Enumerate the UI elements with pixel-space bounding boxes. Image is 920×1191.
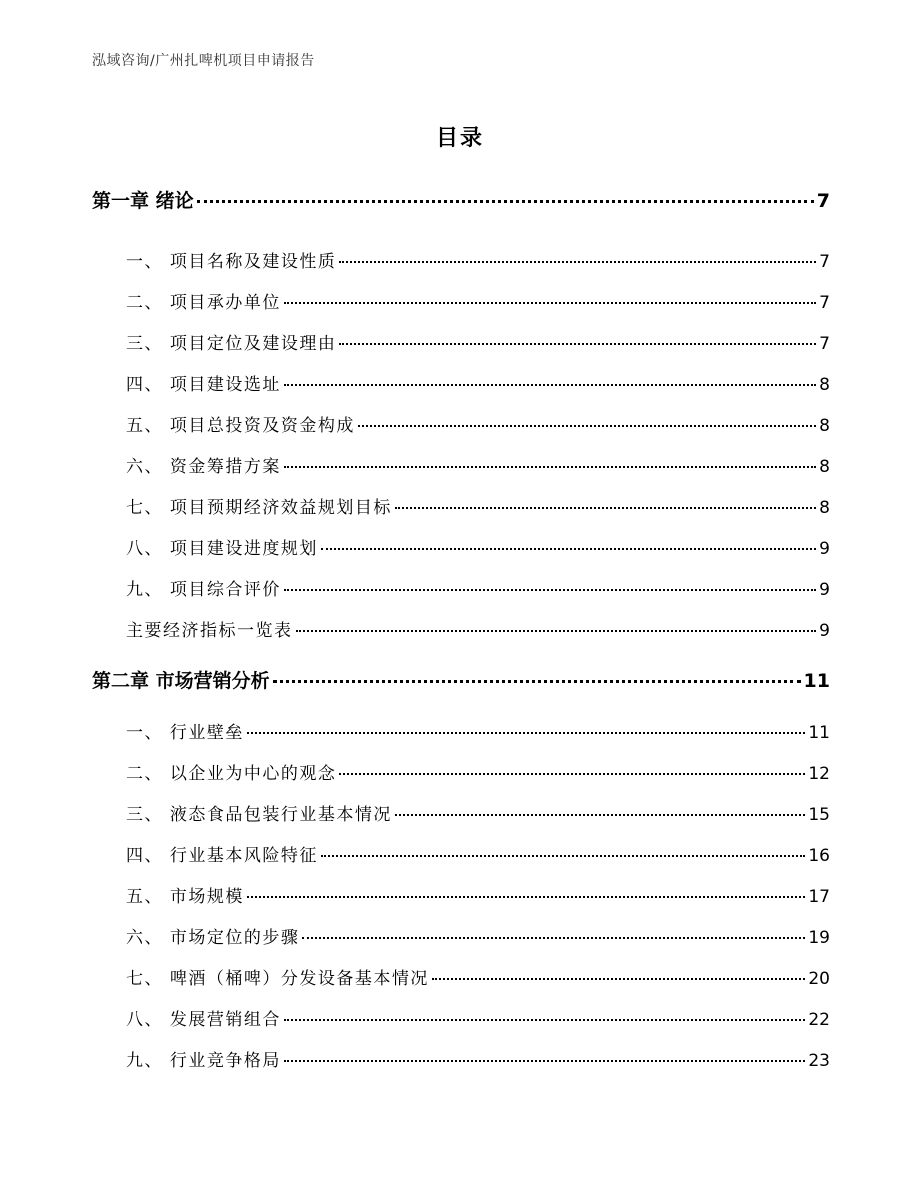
dot-leader (339, 261, 816, 263)
dot-leader (273, 680, 801, 683)
dot-leader (247, 732, 805, 734)
toc-section[interactable] (126, 964, 830, 989)
toc-page-number: 9 (819, 539, 830, 559)
toc-section[interactable] (126, 493, 830, 518)
toc-section[interactable] (126, 759, 830, 784)
toc-entry-label: 六、 市场定位的步骤 (126, 928, 300, 948)
toc-entry-label: 六、 资金筹措方案 (126, 457, 281, 477)
toc-entry-label: 一、 项目名称及建设性质 (126, 252, 337, 272)
toc-entry-label: 三、 液态食品包装行业基本情况 (126, 805, 392, 825)
page-title: 目录 (435, 126, 484, 151)
toc-entry-label: 九、 项目综合评价 (126, 580, 281, 600)
toc-chapter-2[interactable] (92, 666, 830, 693)
toc-section[interactable] (126, 452, 830, 477)
toc-entry-label: 二、 项目承办单位 (126, 293, 281, 313)
toc-entry-label: 一、 行业壁垒 (126, 723, 244, 743)
dot-leader (284, 589, 816, 591)
toc-page-number: 8 (819, 498, 830, 518)
toc-entry-label: 五、 市场规模 (126, 887, 244, 907)
toc-section[interactable] (126, 534, 830, 559)
running-header: 泓域咨询/广州扎啤机项目申请报告 (92, 53, 315, 69)
toc-page-number: 11 (803, 670, 830, 692)
toc-entry-label: 七、 项目预期经济效益规划目标 (126, 498, 392, 518)
toc-section[interactable] (126, 288, 830, 313)
toc-page-number: 12 (808, 764, 830, 784)
toc-page-number: 17 (808, 887, 830, 907)
toc-section[interactable] (126, 370, 830, 395)
toc-entry-label: 五、 项目总投资及资金构成 (126, 416, 355, 436)
toc-page-number: 19 (808, 928, 830, 948)
toc-entry-label: 三、 项目定位及建设理由 (126, 334, 337, 354)
toc-entry-label: 主要经济指标一览表 (126, 621, 293, 641)
dot-leader (395, 507, 816, 509)
toc-page-number: 23 (808, 1051, 830, 1071)
toc-section[interactable] (126, 841, 830, 866)
dot-leader (432, 978, 805, 980)
toc-page-number: 7 (819, 293, 830, 313)
dot-leader (284, 1019, 805, 1021)
toc-entry-label: 八、 发展营销组合 (126, 1010, 281, 1030)
toc-section[interactable] (126, 800, 830, 825)
dot-leader (395, 814, 805, 816)
dot-leader (247, 896, 805, 898)
toc-entry-label: 四、 行业基本风险特征 (126, 846, 318, 866)
toc-page-number: 9 (819, 580, 830, 600)
toc-section[interactable] (126, 247, 830, 272)
toc-section[interactable] (126, 882, 830, 907)
dot-leader (296, 630, 817, 632)
toc-page-number: 15 (808, 805, 830, 825)
toc-page-number: 7 (816, 190, 830, 212)
toc-page-number: 16 (808, 846, 830, 866)
toc-page-number: 20 (808, 969, 830, 989)
dot-leader (339, 343, 816, 345)
toc-page-number: 7 (819, 334, 830, 354)
toc-page-number: 7 (819, 252, 830, 272)
toc-page-number: 11 (808, 723, 830, 743)
dot-leader (284, 1060, 805, 1062)
dot-leader (339, 773, 805, 775)
toc-section[interactable] (126, 1005, 830, 1030)
toc-entry-label: 七、 啤酒（桶啤）分发设备基本情况 (126, 969, 429, 989)
toc-entry-label: 第一章 绪论 (92, 190, 194, 212)
dot-leader (284, 466, 816, 468)
toc-section[interactable] (126, 329, 830, 354)
toc-entry-label: 四、 项目建设选址 (126, 375, 281, 395)
dot-leader (197, 200, 814, 203)
toc-section[interactable] (126, 718, 830, 743)
toc-section[interactable] (126, 616, 830, 641)
toc-entry-label: 八、 项目建设进度规划 (126, 539, 318, 559)
toc-entry-label: 九、 行业竞争格局 (126, 1051, 281, 1071)
dot-leader (358, 425, 816, 427)
toc-page-number: 8 (819, 457, 830, 477)
dot-leader (302, 937, 805, 939)
toc-page-number: 8 (819, 416, 830, 436)
toc-page-number: 22 (808, 1010, 830, 1030)
toc-section[interactable] (126, 1046, 830, 1071)
toc-section[interactable] (126, 575, 830, 600)
toc-section[interactable] (126, 923, 830, 948)
toc-entry-label: 第二章 市场营销分析 (92, 670, 270, 692)
toc-page-number: 8 (819, 375, 830, 395)
dot-leader (321, 855, 805, 857)
toc-section[interactable] (126, 411, 830, 436)
dot-leader (284, 384, 816, 386)
dot-leader (284, 302, 816, 304)
toc-page-number: 9 (819, 621, 830, 641)
toc-entry-label: 二、 以企业为中心的观念 (126, 764, 337, 784)
toc-chapter-1[interactable] (92, 186, 830, 213)
dot-leader (321, 548, 816, 550)
